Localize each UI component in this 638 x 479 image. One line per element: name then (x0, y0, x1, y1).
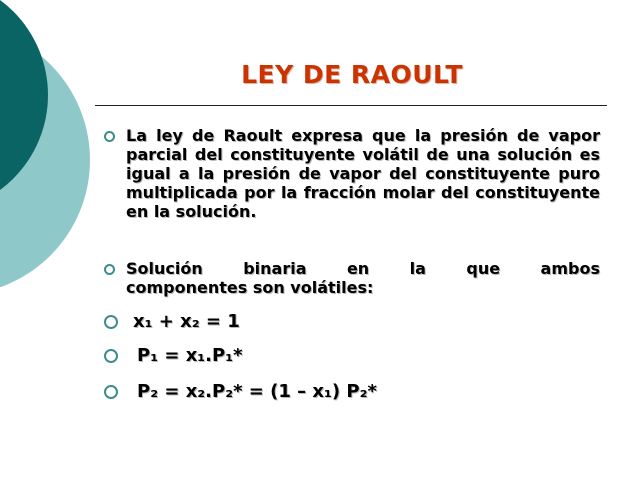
bullet-circle-icon (104, 315, 118, 329)
equation-p2: P₂ = x₂.P₂* = (1 – x₁) P₂* (137, 381, 377, 402)
word: la (409, 259, 426, 278)
bullet-circle-icon (104, 385, 118, 399)
word: que (466, 259, 501, 278)
title-divider (95, 105, 607, 106)
equation-mole-fraction-sum: x₁ + x₂ = 1 (133, 311, 240, 332)
word: Solución (126, 259, 203, 278)
word: ambos (540, 259, 600, 278)
equation-p1: P₁ = x₁.P₁* (137, 345, 243, 366)
word: en (346, 259, 370, 278)
bullet-binary-line-2: componentes son volátiles: (126, 278, 374, 297)
bullet-circle-icon (104, 131, 115, 142)
bullet-binary-line-1 (126, 259, 600, 278)
bullet-binary-solution (126, 259, 600, 297)
bullet-definition: La ley de Raoult expresa que la presión de vapor parcial del constituyente volátil de una solución es igual a la presión de vapor del constituyente puro multiplicada por la fracción molar del constituyente en la solución. (126, 126, 600, 221)
word: binaria (243, 259, 307, 278)
bullet-circle-icon (104, 349, 118, 363)
slide-title: LEY DE RAOULT (241, 60, 463, 89)
bullet-circle-icon (104, 264, 115, 275)
